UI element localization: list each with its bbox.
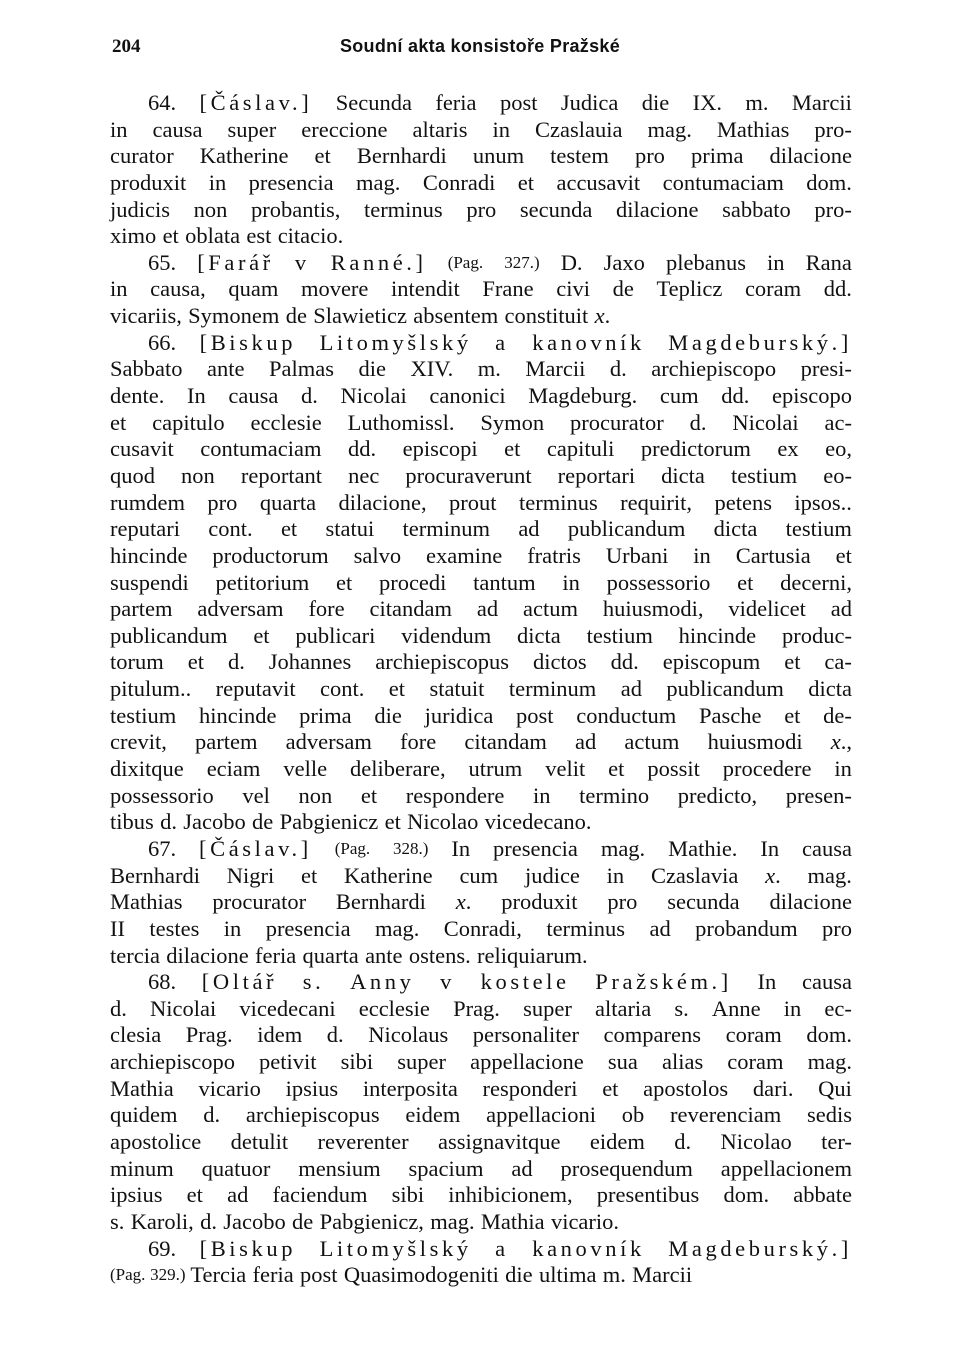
text-line: tercia dilacione feria quarta ante ostens. reliquiarum. (110, 942, 588, 968)
text-line: 65. [Farář v Ranné.] (Pag. 327.) D. Jaxo plebanus in Rana (148, 249, 852, 275)
text-line: in causa, quam movere intendit Frane civi de Teplicz coram dd. (110, 276, 852, 302)
text-line: Mathia vicario ipsius interposita responderi et apostolos dari. Qui (110, 1075, 852, 1101)
text-line: pitulum.. reputavit cont. et statuit terminum ad publicandum dicta (110, 676, 852, 702)
text-line: judicis non probantis, terminus pro secunda dilacione sabbato pro- (110, 196, 852, 222)
text-line: testium hincinde prima die juridica post conductum Pasche et de- (110, 702, 852, 728)
text-line: s. Karoli, d. Jacobo de Pabgienicz, mag. Mathia vicario. (110, 1208, 620, 1234)
text-line: quod non reportant nec procuraverunt reportari dicta testium eo- (110, 462, 852, 488)
text-line: quidem d. archiepiscopus eidem appellacioni ob reverenciam sedis (110, 1102, 852, 1128)
text-line: clesia Prag. idem d. Nicolaus personaliter comparens coram dom. (110, 1022, 852, 1048)
text-line: hincinde productorum salvo examine fratris Urbani in Cartusia et (110, 542, 852, 568)
text-line: partem adversam fore citandam ad actum huiusmodi, videlicet ad (110, 596, 852, 622)
running-title: Soudní akta konsistoře Pražské (339, 36, 621, 56)
text-line: curator Katherine et Bernhardi unum testem pro prima dilacione (110, 143, 852, 169)
text-line: d. Nicolai vicedecani ecclesie Prag. super altaria s. Anne in ec- (110, 995, 852, 1021)
text-line: ipsius et ad faciendum sibi inhibicionem, presentibus dom. abbate (110, 1182, 852, 1208)
text-line: et capitulo ecclesie Luthomissl. Symon procurator d. Nicolai ac- (110, 409, 852, 435)
text-line: reputari cont. et statui terminum ad publicandum dicta testium (110, 516, 852, 542)
text-line: produxit in presencia mag. Conradi et accusavit contumaciam dom. (110, 169, 852, 195)
text-line: possessorio vel non et respondere in termino predicto, presen- (110, 782, 852, 808)
text-line: rumdem pro quarta dilacione, prout terminus requirit, petens ipsos.. (110, 489, 852, 515)
text-line: Sabbato ante Palmas die XIV. m. Marcii d. archiepiscopo presi- (110, 356, 852, 382)
text-line: 67. [Čáslav.] (Pag. 328.) In presencia mag. Mathie. In causa (148, 835, 852, 861)
text-line: in causa super ereccione altaris in Czaslauia mag. Mathias pro- (110, 116, 852, 142)
text-line: ximo et oblata est citacio. (110, 223, 344, 249)
text-line: archiepiscopo petivit sibi super appellacione sua alias coram mag. (110, 1049, 852, 1075)
text-line: 68. [Oltář s. Anny v kostele Pražském.] In causa (148, 969, 852, 995)
text-line: 69. [Biskup Litomyšlský a kanovník Magdeburský.] (148, 1235, 852, 1261)
text-line: crevit, partem adversam fore citandam ad actum huiusmodi x., (110, 729, 852, 755)
text-line: tibus d. Jacobo de Pabgienicz et Nicolao vicedecano. (110, 809, 592, 835)
text-line: minum quatuor mensium spacium ad prosequendum appellacionem (110, 1155, 852, 1181)
text-line: (Pag. 329.) Tercia feria post Quasimodogeniti die ultima m. Marcii (110, 1262, 693, 1288)
text-line: Bernhardi Nigri et Katherine cum judice in Czaslavia x. mag. (110, 862, 852, 888)
text-line: Mathias procurator Bernhardi x. produxit pro secunda dilacione (110, 889, 852, 915)
page-number: 204 (112, 36, 141, 57)
page-header (0, 36, 960, 66)
text-line: apostolice detulit reverenter assignavitque eidem d. Nicolao ter- (110, 1128, 852, 1154)
text-line: vicariis, Symonem de Slawieticz absentem constituit x. (110, 303, 611, 329)
text-line: 64. [Čáslav.] Secunda feria post Judica die IX. m. Marcii (148, 90, 852, 115)
text-line: dixitque eciam velle deliberare, utrum velit et possit procedere in (110, 756, 852, 782)
text-line: II testes in presencia mag. Conradi, terminus ad probandum pro (110, 915, 852, 941)
document-body (110, 90, 852, 1289)
text-line: publicandum et publicari videndum dicta testium hincinde produc- (110, 622, 852, 648)
text-line: 66. [Biskup Litomyšlský a kanovník Magdeburský.] (148, 329, 852, 355)
text-line: suspendi petitorium et procedi tantum in possessorio et decerni, (110, 569, 852, 595)
text-line: cusavit contumaciam dd. episcopi et capituli predictorum ex eo, (110, 436, 852, 462)
text-line: torum et d. Johannes archiepiscopus dictos dd. episcopum et ca- (110, 649, 852, 675)
text-line: dente. In causa d. Nicolai canonici Magdeburg. cum dd. episcopo (110, 383, 852, 409)
